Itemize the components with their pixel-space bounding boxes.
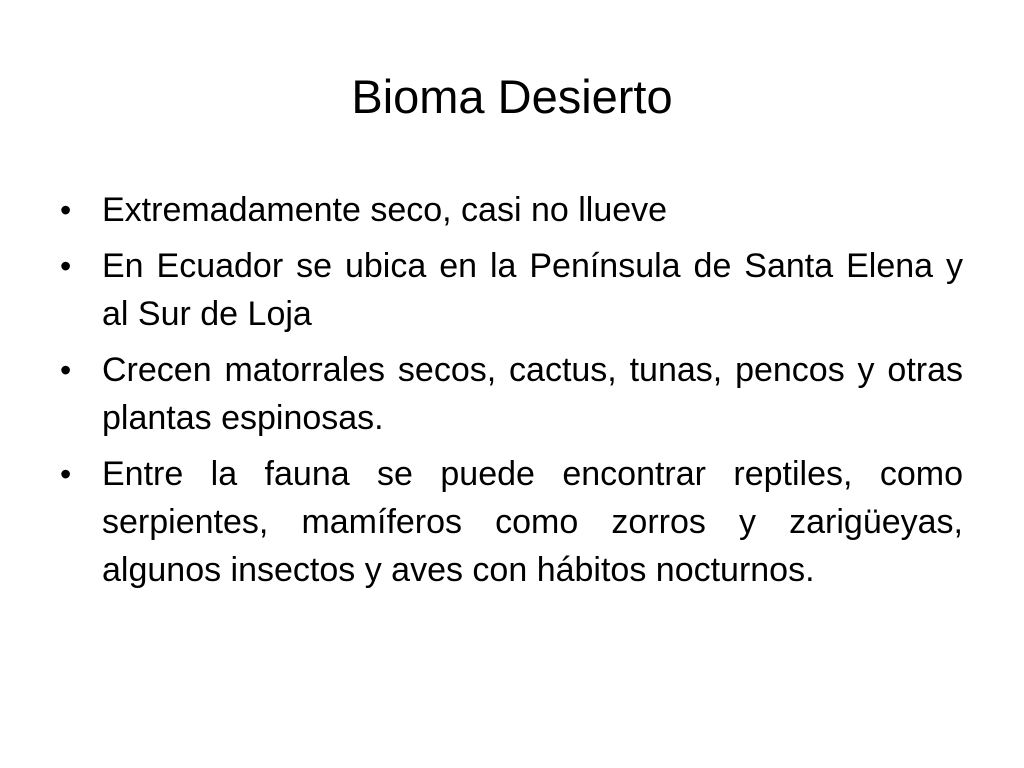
bullet-dot-icon: • — [60, 352, 72, 388]
bullet-dot-icon: • — [60, 192, 72, 228]
slide-title: Bioma Desierto — [351, 70, 673, 123]
bullet-list — [60, 186, 963, 602]
bullet-item — [60, 242, 963, 338]
bullet-item — [60, 346, 963, 442]
bullet-item — [60, 186, 963, 234]
bullet-dot-icon: • — [60, 248, 72, 284]
bullet-text: Entre la fauna se puede encontrar reptiles, como serpientes, mamíferos como zorros y zarigüeyas, algunos insectos y aves con hábitos nocturnos. — [102, 455, 963, 589]
bullet-text: Crecen matorrales secos, cactus, tunas, pencos y otras plantas espinosas. — [102, 351, 963, 437]
bullet-dot-icon: • — [60, 456, 72, 492]
bullet-item — [60, 450, 963, 594]
bullet-text: Extremadamente seco, casi no llueve — [102, 191, 668, 229]
bullet-text: En Ecuador se ubica en la Península de Santa Elena y al Sur de Loja — [102, 247, 963, 333]
